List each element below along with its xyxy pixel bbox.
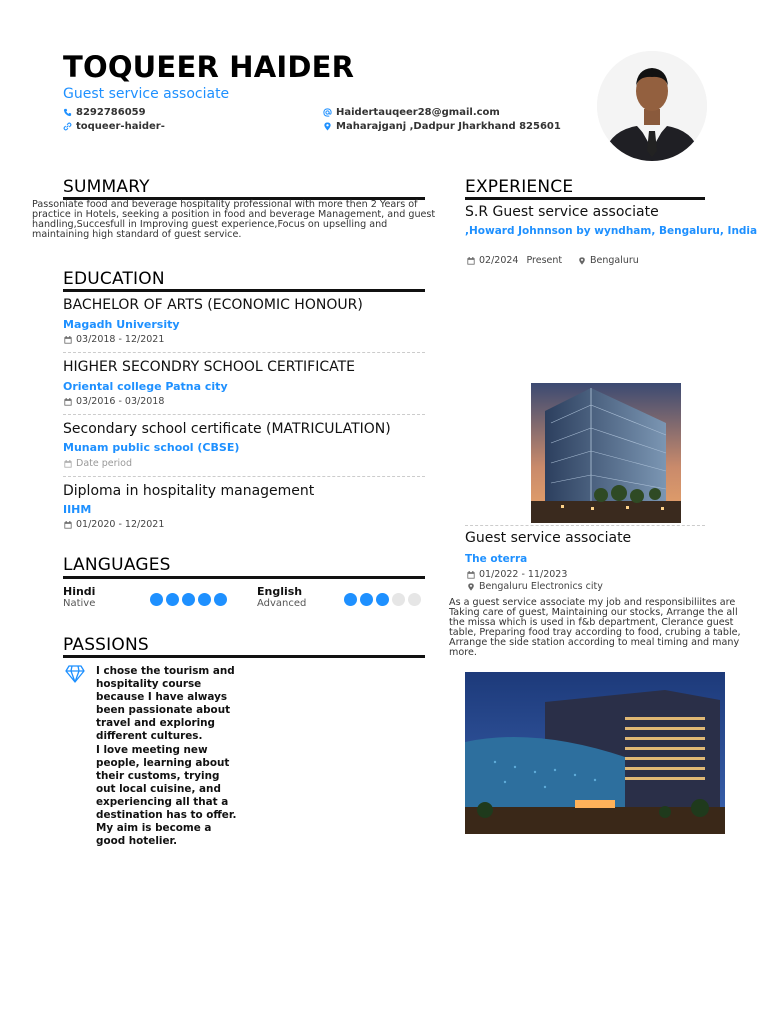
language-rating — [344, 593, 421, 606]
language-name: English — [257, 585, 303, 598]
experience-dates — [467, 569, 567, 580]
hotel-building-photo — [531, 383, 681, 523]
address-contact — [323, 121, 561, 132]
divider — [63, 414, 425, 415]
languages-rule — [63, 576, 425, 579]
experience-start: 02/2024 — [479, 255, 519, 266]
language-level: Advanced — [257, 598, 307, 609]
education-degree: Secondary school certificate (MATRICULATION) — [63, 421, 391, 437]
experience-location — [578, 255, 639, 266]
education-dates-text: 01/2020 - 12/2021 — [76, 519, 165, 530]
profile-photo — [597, 51, 707, 161]
rating-dot-filled — [166, 593, 179, 606]
rating-dot-filled — [360, 593, 373, 606]
education-dates — [64, 396, 164, 407]
education-school: Munam public school (CBSE) — [63, 441, 240, 454]
email-contact[interactable] — [323, 107, 500, 118]
location-pin-icon — [578, 257, 586, 265]
education-school: Oriental college Patna city — [63, 380, 228, 393]
calendar-icon — [64, 521, 72, 529]
rating-dot-filled — [150, 593, 163, 606]
experience-location-text: Bengaluru — [590, 255, 639, 266]
experience-title: EXPERIENCE — [465, 177, 574, 197]
divider — [63, 476, 425, 477]
education-dates — [64, 519, 164, 530]
address-text: Maharajganj ,Dadpur Jharkhand 825601 — [336, 121, 561, 132]
link-icon — [63, 122, 72, 131]
link-contact[interactable] — [63, 121, 165, 132]
phone-icon — [63, 108, 72, 117]
rating-dot-empty — [408, 593, 421, 606]
divider — [63, 352, 425, 353]
experience-role: S.R Guest service associate — [465, 204, 659, 220]
experience-rule — [465, 197, 705, 200]
at-icon — [323, 108, 332, 117]
experience-description: As a guest service associate my job and responsibiliites are Taking care of guest, Maintaining our stocks, Arrange the all the missa which is used in f&b department, Clerance guest table, Preparing food tray according to food, crubing a table, Arrange the side station according to meal timing and many more. — [449, 597, 741, 658]
summary-text: Passoniate food and beverage hospitality professional with more then 2 Years of practice in Hotels, seeking a position in food and beverage Management, and guest handling,Succesfull in Improving guest experience,Focus on upselling and maintaining high standard of guest service. — [32, 199, 436, 240]
language-level: Native — [63, 598, 96, 609]
phone-contact — [63, 107, 146, 118]
candidate-name: TOQUEER HAIDER — [63, 50, 355, 84]
diamond-icon — [65, 665, 85, 683]
language-name: Hindi — [63, 585, 96, 598]
language-rating — [150, 593, 227, 606]
passions-rule — [63, 655, 425, 658]
passions-title: PASSIONS — [63, 635, 149, 655]
education-rule — [63, 289, 425, 292]
hotel-night-photo — [465, 672, 725, 834]
link-text[interactable]: toqueer-haider- — [76, 121, 165, 132]
rating-dot-filled — [344, 593, 357, 606]
location-pin-icon — [467, 583, 475, 591]
summary-title: SUMMARY — [63, 177, 150, 197]
calendar-icon — [64, 398, 72, 406]
calendar-icon — [467, 257, 475, 265]
education-degree: BACHELOR OF ARTS (ECONOMIC HONOUR) — [63, 297, 363, 313]
experience-role: Guest service associate — [465, 530, 632, 546]
phone-text: 8292786059 — [76, 107, 146, 118]
experience-dates-text: 01/2022 - 11/2023 — [479, 569, 568, 580]
rating-dot-filled — [182, 593, 195, 606]
experience-end: Present — [526, 255, 563, 266]
education-dates-text: 03/2018 - 12/2021 — [76, 334, 165, 345]
education-title: EDUCATION — [63, 269, 165, 289]
experience-company: ,Howard Johnnson by wyndham, Bengaluru, India — [465, 225, 758, 237]
rating-dot-filled — [198, 593, 211, 606]
passions-text: I chose the tourism and hospitality course because I have always been passionate about travel and exploring different cultures. I love meeting new people, learning about their customs, trying out local cuisine, and experiencing all that a destination has to offer. My aim is become a good hotelier. — [96, 665, 237, 848]
education-dates — [64, 458, 132, 469]
education-degree: Diploma in hospitality management — [63, 483, 315, 499]
divider — [465, 525, 705, 526]
education-school: Magadh University — [63, 318, 180, 331]
calendar-icon — [64, 460, 72, 468]
experience-location — [467, 581, 603, 592]
education-degree: HIGHER SECONDRY SCHOOL CERTIFICATE — [63, 359, 356, 375]
email-text[interactable]: Haidertauqeer28@gmail.com — [336, 107, 500, 118]
education-dates-text: 03/2016 - 03/2018 — [76, 396, 165, 407]
candidate-role: Guest service associate — [63, 86, 230, 102]
education-dates-text: Date period — [76, 458, 132, 469]
rating-dot-filled — [376, 593, 389, 606]
rating-dot-empty — [392, 593, 405, 606]
rating-dot-filled — [214, 593, 227, 606]
languages-title: LANGUAGES — [63, 555, 171, 575]
experience-company: The oterra — [465, 553, 528, 565]
location-pin-icon — [323, 122, 332, 131]
education-school: IIHM — [63, 503, 92, 516]
experience-dates — [467, 255, 562, 266]
education-dates — [64, 334, 164, 345]
calendar-icon — [64, 336, 72, 344]
experience-location-text: Bengaluru Electronics city — [479, 581, 603, 592]
calendar-icon — [467, 571, 475, 579]
